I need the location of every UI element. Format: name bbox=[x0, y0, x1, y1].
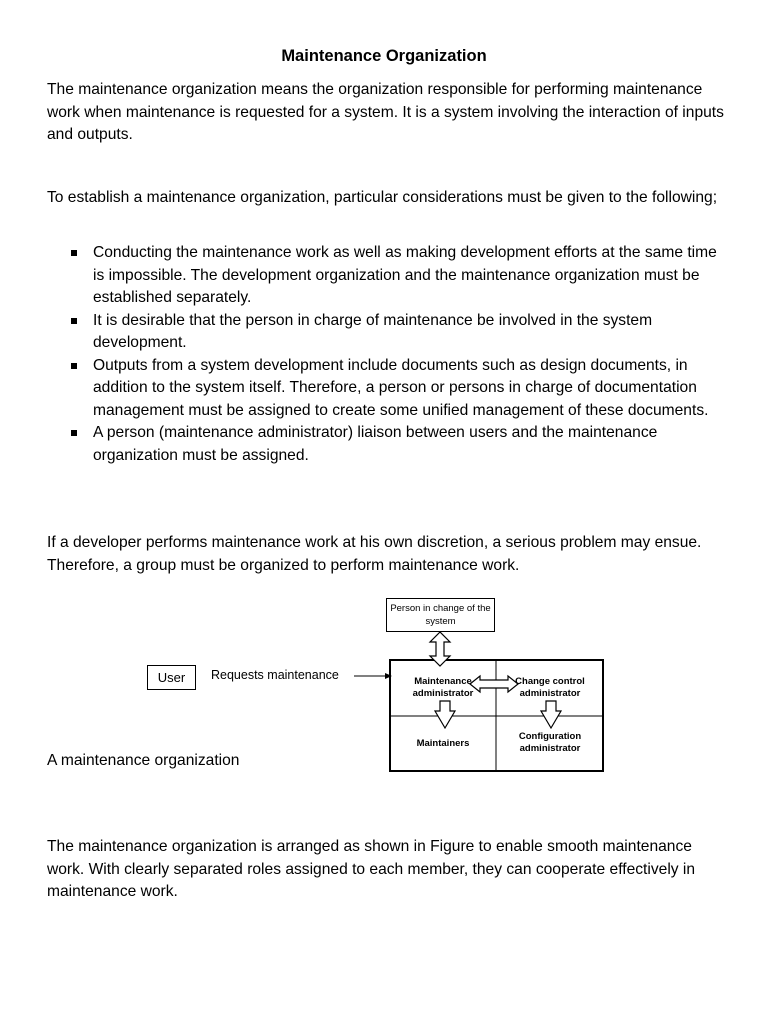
list-item bbox=[47, 422, 727, 467]
figure-caption: A maintenance organization bbox=[47, 752, 240, 769]
person-in-charge-label: Person in change of the system bbox=[390, 603, 491, 627]
list-item-text: A person (maintenance administrator) liaison between users and the maintenance organization must be assigned. bbox=[93, 424, 658, 464]
list-item-text: Outputs from a system development include documents such as design documents, in addition to the system itself. Therefore, a person or persons in charge of documentation management must be assigned to create some unified management of these documents. bbox=[93, 356, 709, 419]
page-title: Maintenance Organization bbox=[281, 47, 487, 65]
bullet-marker bbox=[71, 430, 77, 436]
considerations-list bbox=[47, 242, 727, 467]
intro-paragraph: The maintenance organization means the organization responsible for performing maintenance work when maintenance is requested for a system. It is a system involving the interaction of inputs and outputs. bbox=[47, 81, 724, 143]
list-item bbox=[47, 310, 727, 355]
list-item bbox=[47, 355, 727, 423]
person-in-charge-box bbox=[386, 598, 495, 632]
maintenance-admin-label: Maintenance administrator bbox=[412, 676, 474, 699]
bullet-marker bbox=[71, 363, 77, 369]
requests-maintenance-label: Requests maintenance bbox=[211, 668, 339, 682]
developer-paragraph: If a developer performs maintenance work at his own discretion, a serious problem may ensue. Therefore, a group must be organized to perform maintenance work. bbox=[47, 534, 702, 574]
considerations-intro: To establish a maintenance organization, particular considerations must be given to the following; bbox=[47, 189, 718, 206]
list-item-text: It is desirable that the person in charge of maintenance be involved in the system development. bbox=[93, 311, 653, 351]
list-item-text: Conducting the maintenance work as well as making development efforts at the same time is impossible. The development organization and the maintenance organization must be established separately. bbox=[93, 244, 717, 306]
bullet-marker bbox=[71, 318, 77, 324]
user-label: User bbox=[157, 670, 186, 685]
maintainers-label: Maintainers bbox=[416, 738, 470, 749]
configuration-admin-label: Configuration administrator bbox=[518, 731, 582, 754]
change-control-admin-label: Change control administrator bbox=[515, 676, 585, 699]
user-box bbox=[147, 665, 196, 690]
list-item bbox=[47, 242, 727, 310]
closing-paragraph: The maintenance organization is arranged as shown in Figure to enable smooth maintenance work. With clearly separated roles assigned to each member, they can cooperate effectively in maintenance work. bbox=[47, 838, 696, 900]
bullet-marker bbox=[71, 250, 77, 256]
